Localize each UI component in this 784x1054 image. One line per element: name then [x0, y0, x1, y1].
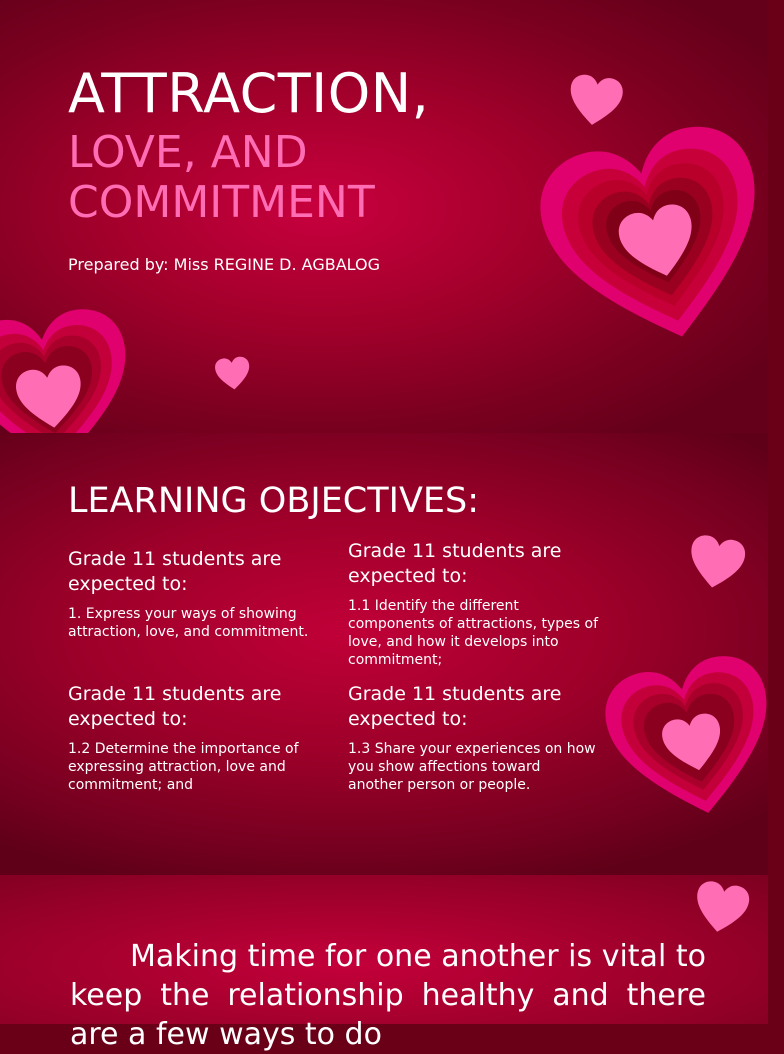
- objective-body: 1.1 Identify the different components of attractions, types of love, and how it develops into commitment;: [348, 598, 599, 668]
- objective-block: [348, 539, 598, 669]
- objective-body: 1.3 Share your experiences on how you show affections toward another person or people.: [348, 741, 596, 793]
- heart-icon: [692, 881, 750, 939]
- layered-heart-icon: [540, 108, 780, 388]
- quote-slide: [0, 875, 768, 1052]
- objective-head: Grade 11 students are expected to:: [348, 683, 562, 730]
- objectives-slide: [0, 433, 768, 875]
- title-line-2: LOVE, AND COMMITMENT: [68, 127, 375, 228]
- objective-head: Grade 11 students are expected to:: [68, 683, 282, 730]
- quote-text: [70, 937, 706, 1054]
- heart-icon: [214, 356, 252, 394]
- objective-body: 1.2 Determine the importance of expressing attraction, love and commitment; and: [68, 741, 299, 793]
- prepared-by: Prepared by: Miss REGINE D. AGBALOG: [68, 255, 380, 274]
- objective-head: Grade 11 students are expected to:: [348, 540, 562, 587]
- title-line-1: ATTRACTION,: [68, 62, 430, 125]
- heart-icon: [566, 74, 624, 132]
- objective-block: [348, 682, 598, 794]
- objective-head: Grade 11 students are expected to:: [68, 548, 282, 595]
- layered-heart-icon: [604, 651, 784, 841]
- objective-block: [68, 682, 318, 794]
- objectives-heading: LEARNING OBJECTIVES:: [68, 481, 480, 521]
- title-slide: [0, 0, 768, 433]
- objective-block: [68, 547, 318, 641]
- heart-icon: [686, 535, 746, 595]
- quote-text-body: Making time for one another is vital to keep the relationship healthy and there are a few ways to do: [70, 939, 706, 1052]
- objective-body: 1. Express your ways of showing attraction, love, and commitment.: [68, 606, 309, 640]
